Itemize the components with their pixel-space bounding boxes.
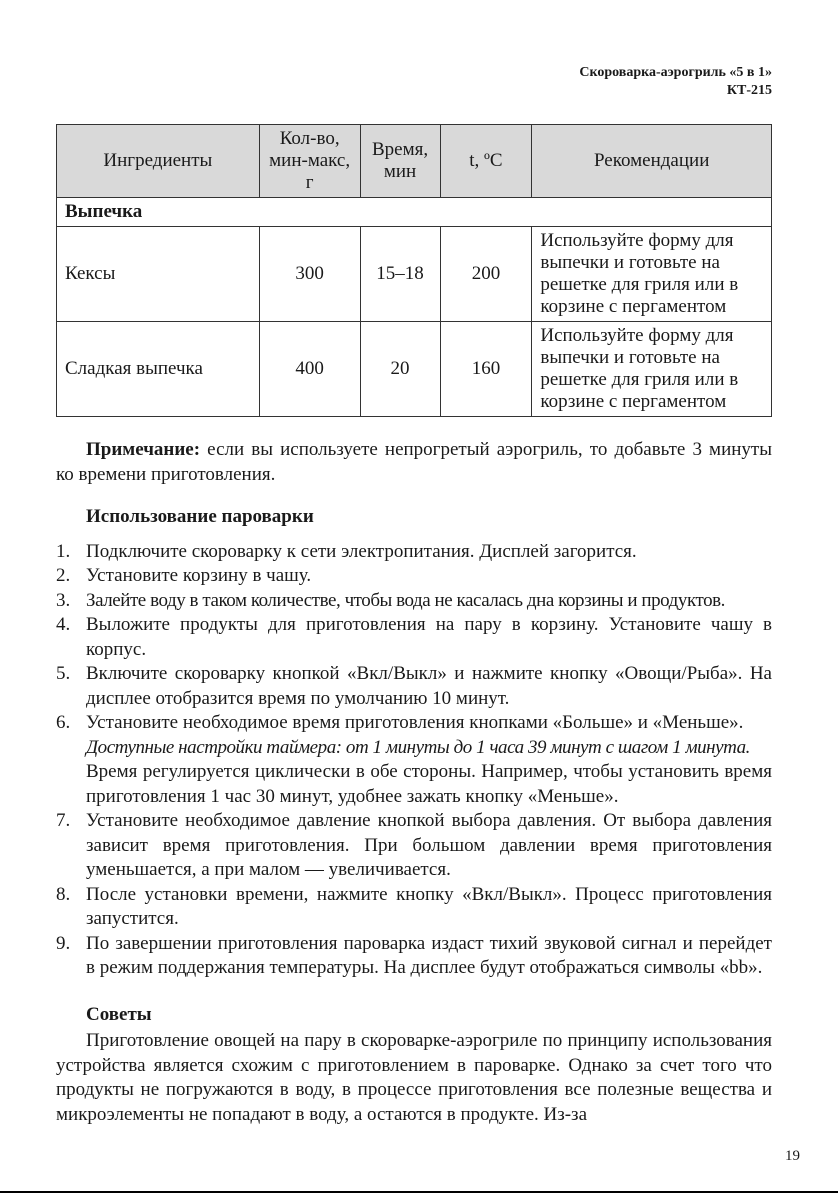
note-paragraph: [56, 438, 772, 487]
step-text: Включите скороварку кнопкой «Вкл/Выкл» и нажмите кнопку «Овощи/Рыба». На дисплее отобразится время по умолчанию 10 минут.: [86, 663, 772, 709]
steamer-steps: [56, 540, 772, 981]
list-item: [56, 589, 772, 614]
step-text: Установите необходимое время приготовления кнопками «Больше» и «Меньше».: [86, 712, 744, 733]
list-item: [56, 809, 772, 883]
product-title: Скороварка-аэрогриль «5 в 1»: [579, 65, 772, 80]
main-text: [56, 438, 772, 1127]
recommendation: Используйте форму для выпечки и готовьте на решетке для гриля или в корзине с пергаментом: [532, 322, 772, 417]
ingredient-name: Кексы: [57, 227, 260, 322]
cooking-time: 15–18: [360, 227, 440, 322]
table-row: [57, 227, 772, 322]
table-header-row: [57, 125, 772, 198]
recommendation: Используйте форму для выпечки и готовьте на решетке для гриля или в корзине с пергаментом: [532, 227, 772, 322]
advice-heading: Советы: [86, 1003, 152, 1025]
ingredient-quantity: 300: [259, 227, 360, 322]
model-number: КТ-215: [726, 83, 772, 98]
col-temperature: t, ºС: [440, 125, 532, 198]
col-recommendations: Рекомендации: [532, 125, 772, 198]
step-text: По завершении приготовления пароварка издаст тихий звуковой сигнал и перейдет в режим поддержания температуры. На дисплее будут отображаться символы «bb».: [86, 932, 772, 978]
section-title: Выпечка: [57, 198, 772, 227]
list-item: [56, 540, 772, 565]
list-item: [56, 613, 772, 662]
step-text: После установки времени, нажмите кнопку «Вкл/Выкл». Процесс приготовления запустится.: [86, 883, 772, 929]
ingredient-name: Сладкая выпечка: [57, 322, 260, 417]
note-text: если вы используете непрогретый аэрогриль, то добавьте 3 минуты ко времени приготовления.: [56, 439, 772, 485]
list-item: [56, 711, 772, 809]
cooking-time: 20: [360, 322, 440, 417]
step-number: 4.: [56, 614, 71, 635]
step-text: Залейте воду в таком количестве, чтобы вода не касалась дна корзины и продуктов.: [86, 589, 725, 611]
col-time: Время, мин: [360, 125, 440, 198]
timer-settings-note: Доступные настройки таймера: от 1 минуты до 1 часа 39 минут с шагом 1 минута.: [86, 736, 750, 758]
step-number: 7.: [56, 810, 71, 831]
step-text: Подключите скороварку к сети электропитания. Дисплей загорится.: [86, 540, 637, 562]
page-header: [579, 64, 772, 100]
table-section-row: [57, 198, 772, 227]
step-text: Установите корзину в чашу.: [86, 565, 312, 586]
step-text-continued: Время регулируется циклически в обе стороны. Например, чтобы установить время приготовления 1 час 30 минут, удобнее зажать кнопку «Меньше».: [86, 761, 772, 807]
step-text: Выложите продукты для приготовления на пару в корзину. Установите чашу в корпус.: [86, 614, 772, 660]
step-number: 2.: [56, 565, 71, 586]
col-ingredients: Ингредиенты: [57, 125, 260, 198]
page-number: 19: [785, 1148, 800, 1164]
ingredient-quantity: 400: [259, 322, 360, 417]
table-row: [57, 322, 772, 417]
note-label: Примечание:: [86, 439, 201, 460]
list-item: [56, 932, 772, 981]
list-item: [56, 883, 772, 932]
step-number: 6.: [56, 712, 71, 733]
steamer-heading: Использование пароварки: [86, 506, 314, 527]
list-item: [56, 564, 772, 589]
step-number: 3.: [56, 589, 71, 611]
baking-table: [56, 124, 772, 417]
step-number: 5.: [56, 663, 71, 684]
list-item: [56, 662, 772, 711]
step-number: 9.: [56, 932, 71, 954]
cooking-temperature: 200: [440, 227, 532, 322]
col-quantity: Кол-во, мин-макс, г: [259, 125, 360, 198]
step-number: 8.: [56, 883, 71, 905]
advice-paragraph: Приготовление овощей на пару в скороварке-аэрогриле по принципу использования устройства является схожим с приготовлением в пароварке. Однако за счет того что продукты не погружаются в воду, в процессе приготовления все полезные вещества и микроэлементы не попадают в воду, а остаются в продукте. Из-за: [56, 1030, 772, 1125]
step-number: 1.: [56, 540, 71, 562]
cooking-temperature: 160: [440, 322, 532, 417]
step-text: Установите необходимое давление кнопкой выбора давления. От выбора давления зависит время приготовления. При большом давлении время приготовления уменьшается, а при малом — увеличивается.: [86, 810, 772, 880]
